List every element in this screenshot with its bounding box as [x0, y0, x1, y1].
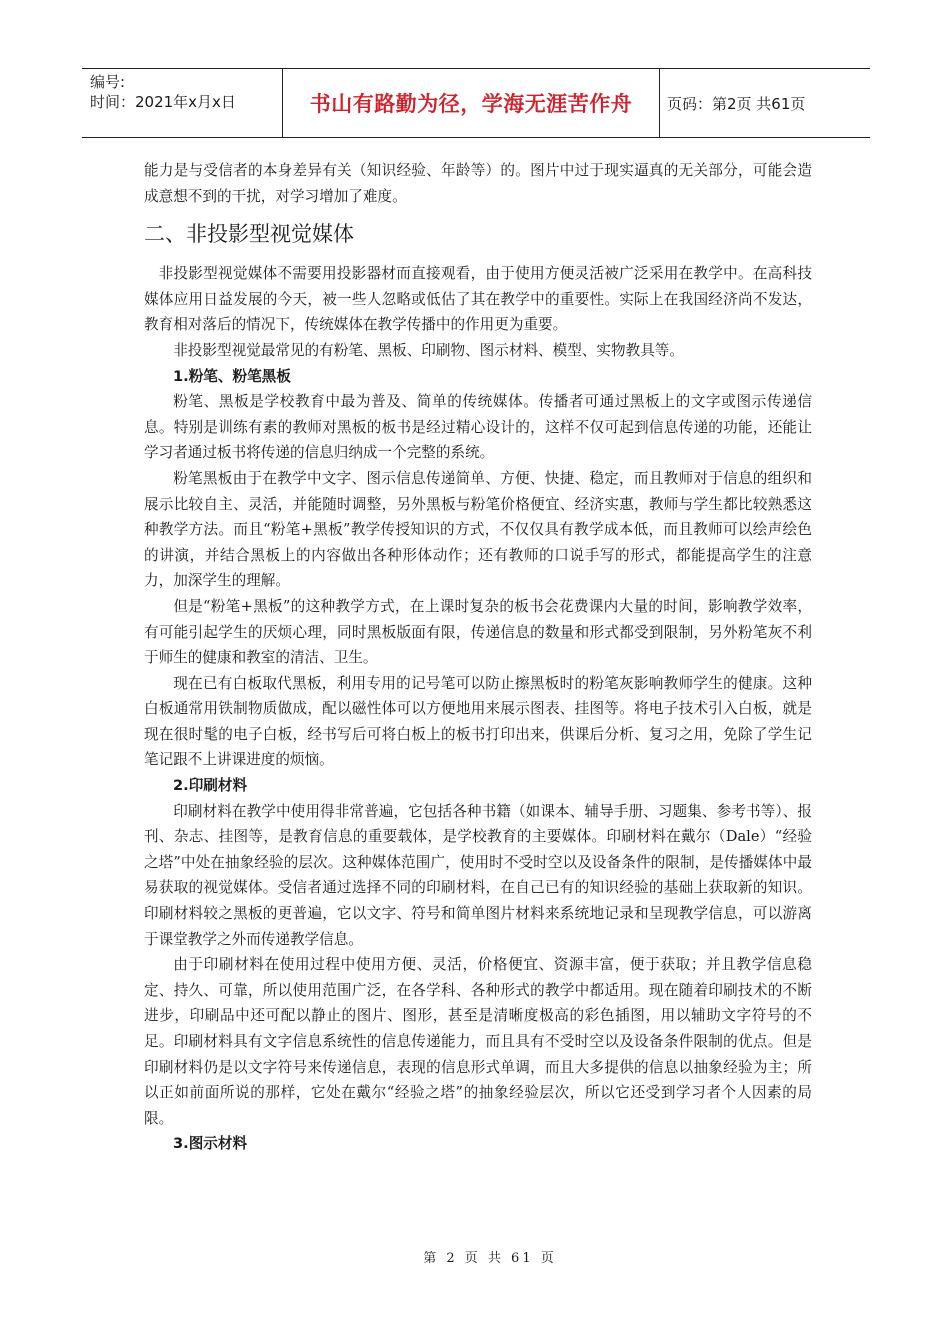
subsection-title-3: 3.图示材料: [173, 1135, 248, 1153]
subsection-1-paragraph-4: 现在已有白板取代黑板，利用专用的记号笔可以防止擦黑板时的粉笔灰影响教师学生的健康。这种白板通常用铁制物质做成，配以磁性体可以方便地用来展示图表、挂图等。将电子技术引入白板，就是现在很时髦的电子白板，经书写后可将白板上的板书打印出来，供课后分析、复习之用，免除了学生记笔记跟不上讲课进度的烦恼。: [144, 674, 812, 769]
section-paragraph-2: 非投影型视觉最常见的有粉笔、黑板、印刷物、图示材料、模型、实物教具等。: [173, 341, 684, 359]
header-number-label: 编号:: [90, 73, 126, 91]
header-page-info: 页码：第2页 共61页: [667, 94, 806, 113]
page-footer: 第 2 页 共 61 页: [423, 1251, 557, 1266]
section-title: 二、非投影型视觉媒体: [144, 222, 354, 247]
header-date-label: 时间：2021年x月x日: [90, 93, 236, 111]
subsection-title-1: 1.粉笔、粉笔黑板: [173, 367, 291, 385]
header-motto: 书山有路勤为径，学海无涯苦作舟: [309, 92, 633, 116]
document-body: [144, 158, 812, 1157]
header-motto-cell: [282, 69, 660, 137]
subsection-2-paragraph-1: 印刷材料在教学中使用得非常普遍，它包括各种书籍（如课本、辅导手册、习题集、参考书等）、报刊、杂志、挂图等，是教育信息的重要载体，是学校教育的主要媒体。印刷材料在戴尔（Dale）“经验之塔”中处在抽象经验的层次。这种媒体范围广，使用时不受时空以及设备条件的限制，是传播媒体中最易获取的视觉媒体。受信者通过选择不同的印刷材料，在自己已有的知识经验的基础上获取新的知识。印刷材料较之黑板的更普遍，它以文字、符号和简单图片材料来系统地记录和呈现教学信息，可以游离于课堂教学之外而传递教学信息。: [144, 802, 812, 948]
section-paragraph-1: 非投影型视觉媒体不需要用投影器材而直接观看，由于使用方便灵活被广泛采用在教学中。在高科技媒体应用日益发展的今天，被一些人忽略或低估了其在教学中的重要性。实际上在我国经济尚不发达，教育相对落后的情况下，传统媒体在教学传播中的作用更为重要。: [144, 265, 812, 334]
subsection-1-paragraph-1: 粉笔、黑板是学校教育中最为普及、简单的传统媒体。传播者可通过黑板上的文字或图示传递信息。特别是训练有素的教师对黑板的板书是经过精心设计的，这样不仅可起到信息传递的功能，还能让学习者通过板书将传递的信息归纳成一个完整的系统。: [144, 393, 812, 462]
header-meta: [82, 69, 282, 137]
subsection-2-paragraph-2: 由于印刷材料在使用过程中使用方便、灵活，价格便宜、资源丰富，便于获取；并且教学信息稳定、持久、可靠，所以使用范围广泛，在各学科、各种形式的教学中都适用。现在随着印刷技术的不断进步，印刷品中还可配以静止的图片、图形，甚至是清晰度极高的彩色插图，用以辅助文字符号的不足。印刷材料具有文字信息系统性的信息传递能力，而且具有不受时空以及设备条件限制的优点。但是印刷材料仍是以文字符号来传递信息，表现的信息形式单调，而且大多提供的信息以抽象经验为主；所以正如前面所说的那样，它处在戴尔“经验之塔”的抽象经验层次，所以它还受到学习者个人因素的局限。: [144, 956, 812, 1127]
intro-paragraph: 能力是与受信者的本身差异有关（知识经验、年龄等）的。图片中过于现实逼真的无关部分，可能会造成意想不到的干扰，对学习增加了难度。: [144, 162, 812, 205]
subsection-1-paragraph-2: 粉笔黑板由于在教学中文字、图示信息传递简单、方便、快捷、稳定，而且教师对于信息的组织和展示比较自主、灵活，并能随时调整，另外黑板与粉笔价格便宜、经济实惠，教师与学生都比较熟悉这种教学方法。而且“粉笔+黑板”教学传授知识的方式，不仅仅具有教学成本低，而且教师可以绘声绘色的讲演，并结合黑板上的内容做出各种形体动作；还有教师的口说手写的形式，都能提高学生的注意力，加深学生的理解。: [144, 469, 812, 590]
subsection-title-2: 2.印刷材料: [173, 777, 248, 795]
subsection-1-paragraph-3: 但是“粉笔+黑板”的这种教学方式，在上课时复杂的板书会花费课内大量的时间，影响教学效率，有可能引起学生的厌烦心理，同时黑板版面有限，传递信息的数量和形式都受到限制，另外粉笔灰不利于师生的健康和教室的清洁、卫生。: [144, 597, 812, 667]
page-header: [82, 68, 870, 138]
